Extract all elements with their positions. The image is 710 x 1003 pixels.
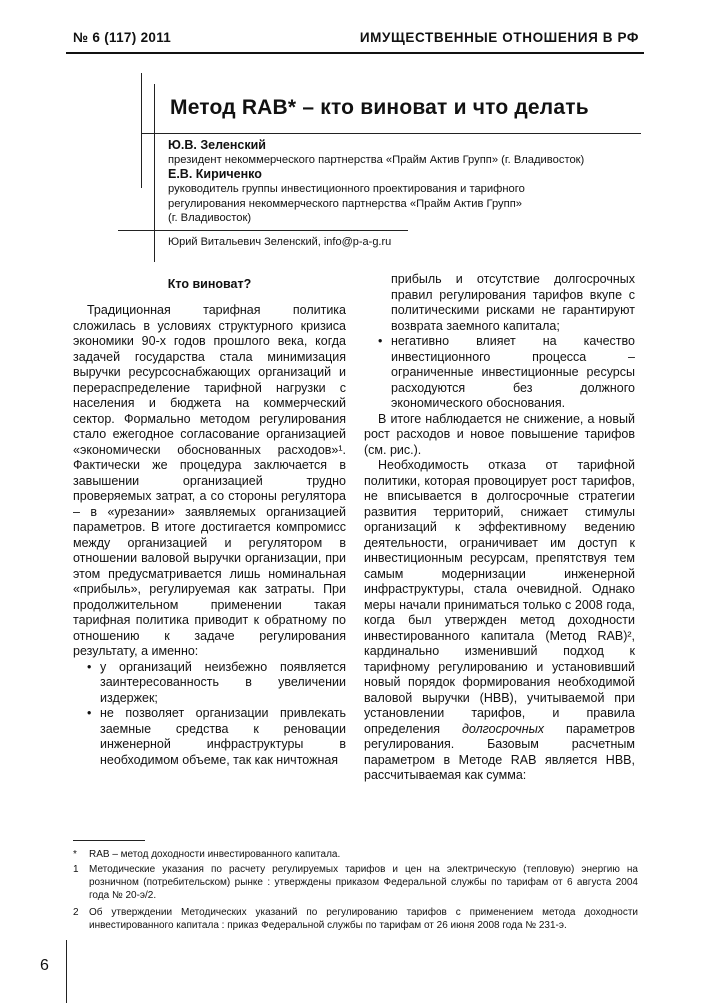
author-name-2: Е.В. Кириченко <box>168 167 262 181</box>
page-margin-line <box>66 940 67 1003</box>
paragraph: Традиционная тарифная политика сложилась в условиях структурного кризиса экономики 90-х годов прошлого века, когда задачей государства стала минимизация выручки ресурсоснабжающих организаций и перераспределение тарифной нагрузки с населения и бюджета на коммерческий сектор. Формально методом регулирования стало ежегодное согласование организацией «экономически обоснованных расходов»¹. Фактически же процедура заключается в завышении организацией трудно проверяемых затрат, а со стороны регулятора – в «урезании» заявляемых организацией параметров. В итоге достигается компромисс между организацией и регулятором в отношении валовой выручки организации, при этом предусматривается лишь номинальная «прибыль», регулируемая как затраты. При продолжительном применении такая тарифная политика приводит к обратному по отношению к задаче регулирования результату, а именно: <box>73 303 346 658</box>
author-contact: Юрий Витальевич Зеленский, info@p-a-g.ru <box>168 236 392 248</box>
page-number: 6 <box>40 957 49 974</box>
bullet-icon: • <box>87 706 92 720</box>
frame-line-left <box>141 73 142 188</box>
paragraph-text: Необходимость отказа от тарифной политики, которая провоцирует рост тарифов, не вписывается в долгосрочные стратегии развития территорий, снижает стимулы организаций к эффективному ведению деятельности, ограничивает им доступ к инвестиционным ресурсам, препятствуя тем самым модернизации инженерной инфраструктуры, стала очевидной. Однако меры начали приниматься только с 2008 года, когда был утвержден метод доходности инвестированного капитала (Метод RAB)², кардинально изменивший подход к тарифному регулированию и установивший новый порядок формирования необходимой валовой выручки (НВВ), учитываемой при установлении тарифов, и правила определения <box>364 458 635 736</box>
frame-line-inner <box>154 84 155 262</box>
footnote-rule <box>73 840 145 841</box>
bullet-list-continued <box>364 272 635 412</box>
issue-number: № 6 (117) 2011 <box>73 30 172 45</box>
list-item-text: прибыль и отсутствие долгосрочных правил регулирования тарифов вкупе с политическими рисками не гарантируют возврата заемного капитала; <box>391 272 635 333</box>
list-item-continuation <box>364 272 635 334</box>
paragraph <box>364 458 635 784</box>
section-heading: Кто виноват? <box>167 277 252 291</box>
journal-title: ИМУЩЕСТВЕННЫЕ ОТНОШЕНИЯ В РФ <box>359 30 639 45</box>
list-item <box>364 334 635 412</box>
author-role-1: президент некоммерческого партнерства «Прайм Актив Групп» (г. Владивосток) <box>168 154 585 166</box>
footnote <box>73 906 638 932</box>
bullet-list <box>73 660 346 769</box>
frame-line-bottom <box>118 230 408 231</box>
author-role-2-line-1: руководитель группы инвестиционного проектирования и тарифного <box>168 183 525 195</box>
footnote-mark: 1 <box>73 864 79 875</box>
author-name-1: Ю.В. Зеленский <box>168 138 266 152</box>
bullet-icon: • <box>87 659 92 674</box>
text-column-right <box>364 272 635 784</box>
list-item-text: не позволяет организации привлекать заемные средства к реновации инженерной инфраструктуры в необходимом объеме, так как ничтожная <box>100 706 346 767</box>
author-role-2-line-3: (г. Владивосток) <box>168 212 252 224</box>
footnote <box>73 863 638 902</box>
list-item-text: негативно влияет на качество инвестиционного процесса – ограниченные инвестиционные ресурсы расходуются без должного экономического обоснования. <box>391 334 635 410</box>
bullet-icon: • <box>378 334 383 348</box>
footnote-mark: 2 <box>73 907 79 918</box>
author-role-2 <box>168 182 638 226</box>
emphasized-text: долгосрочных <box>462 721 545 736</box>
footnote-text: Об утверждении Методических указаний по регулированию тарифов с применением метода доходности инвестированного капитала : приказ Федеральной службы по тарифам от 26 июня 2008 года № 231-э. <box>89 907 638 931</box>
header-rule <box>66 52 644 54</box>
text-column-left <box>73 303 346 768</box>
paragraph-text: параметров регулирования. Базовым расчетным параметром в Методе RAB является НВВ, рассчитываемая как сумма: <box>364 721 635 782</box>
list-item <box>73 660 346 707</box>
frame-line-top <box>141 133 641 134</box>
article-title: Метод RAB* – кто виноват и что делать <box>170 96 589 119</box>
footnote-text: RAB – метод доходности инвестированного капитала. <box>89 849 341 860</box>
paragraph: В итоге наблюдается не снижение, а новый рост расходов и новое повышение тарифов (см. рис.). <box>364 411 635 457</box>
footnote-text: Методические указания по расчету регулируемых тарифов и цен на электрическую (тепловую) энергию на розничном (потребительском) рынке : утверждены приказом Федеральной службы по тарифам от 6 августа 2004 года № 20-э/2. <box>89 864 638 901</box>
list-item-text: у организаций неизбежно появляется заинтересованность в увеличении издержек; <box>100 659 346 705</box>
footnote-mark: * <box>73 849 77 860</box>
list-item <box>73 706 346 768</box>
author-role-2-line-2: регулирования некоммерческого партнерства «Прайм Актив Групп» <box>168 197 522 210</box>
footnote <box>73 848 638 861</box>
